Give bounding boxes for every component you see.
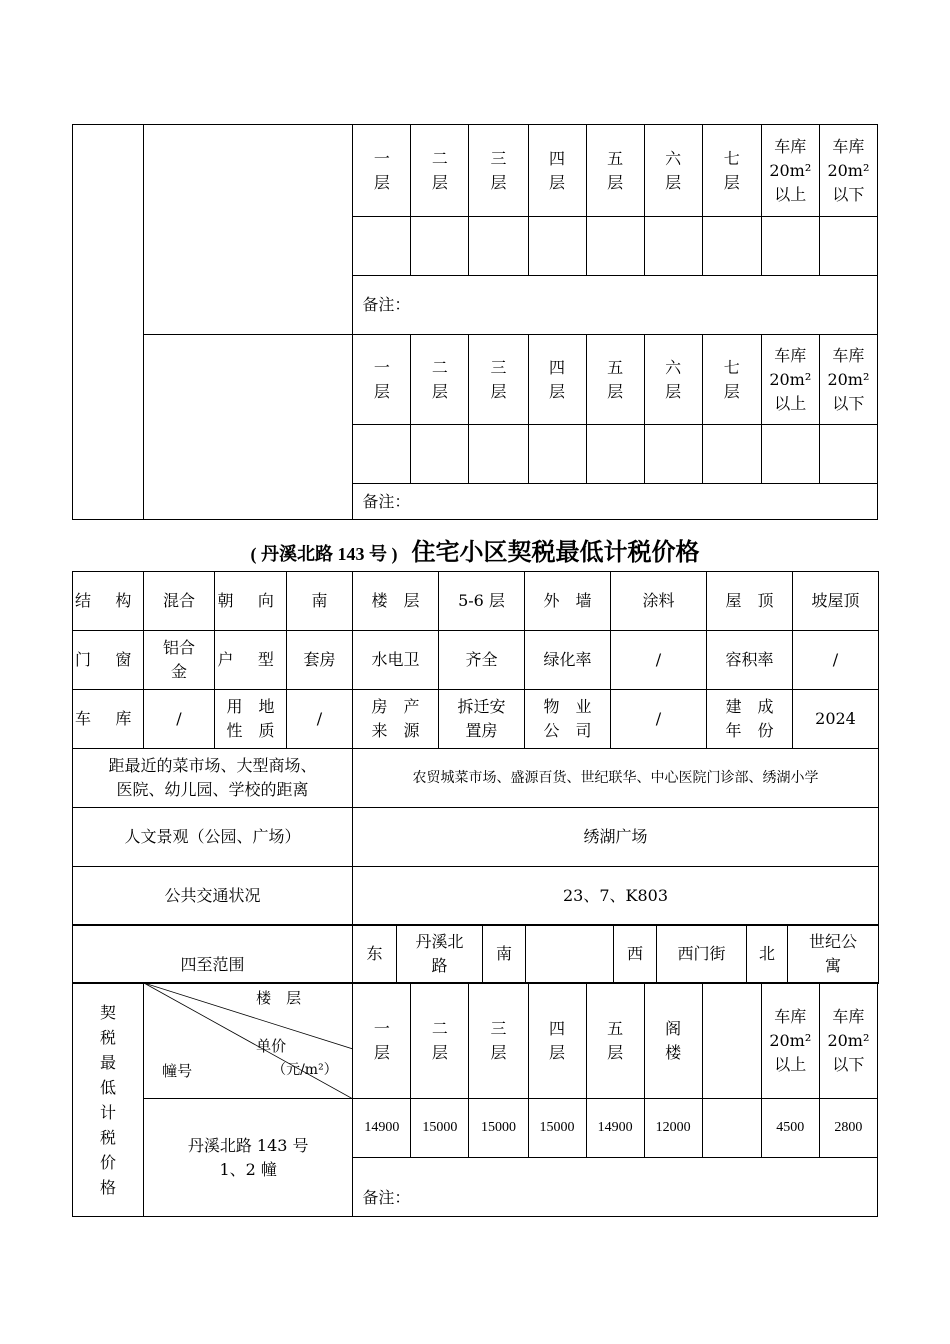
price-value: 15000 — [411, 1099, 469, 1158]
page-title — [0, 532, 950, 567]
diag-building-label: 幢号 — [162, 1062, 193, 1080]
price-cell — [819, 425, 877, 484]
transit-label: 公共交通状况 — [73, 867, 353, 926]
price-value: 12000 — [644, 1099, 702, 1158]
floor-header: 一 层 — [353, 983, 411, 1099]
price-cell — [644, 217, 702, 276]
distance-label: 距最近的菜市场、大型商场、 医院、幼儿园、学校的距离 — [73, 749, 353, 808]
main-title: 住宅小区契税最低计税价格 — [411, 538, 700, 566]
floor-header: 三 层 — [469, 335, 528, 425]
roof-value: 坡屋顶 — [793, 572, 879, 631]
garage-large-header: 车库 20m² 以上 — [761, 983, 819, 1099]
floor-header — [702, 983, 761, 1099]
diag-floor-label: 楼 层 — [256, 989, 302, 1007]
price-cell — [353, 425, 411, 484]
green-ratio-label: 绿化率 — [525, 631, 611, 690]
floor-header: 四 层 — [528, 335, 586, 425]
unit-type-value: 套房 — [287, 631, 353, 690]
floor-header: 六 层 — [644, 335, 702, 425]
plot-ratio-value: / — [793, 631, 879, 690]
price-cell — [528, 217, 586, 276]
garage-label: 车 库 — [73, 690, 144, 749]
price-value: 4500 — [761, 1099, 819, 1158]
source-label: 房 产 来 源 — [353, 690, 439, 749]
diagonal-header — [144, 983, 353, 1099]
note-label: 备注： — [353, 484, 878, 520]
price-cell — [469, 217, 528, 276]
green-ratio-value: / — [611, 631, 707, 690]
north-label: 北 — [747, 925, 788, 984]
floor-header: 一 层 — [353, 125, 411, 217]
price-value: 15000 — [469, 1099, 528, 1158]
landscape-value: 绣湖广场 — [353, 808, 879, 867]
floor-header: 六 层 — [644, 125, 702, 217]
price-cell — [469, 425, 528, 484]
price-cell — [411, 217, 469, 276]
price-cell — [644, 425, 702, 484]
transit-value: 23、7、K803 — [353, 867, 879, 926]
previous-price-table — [72, 124, 878, 520]
source-value: 拆迁安 置房 — [439, 690, 525, 749]
price-cell — [586, 217, 644, 276]
floors-value: 5-6 层 — [439, 572, 525, 631]
wall-value: 涂料 — [611, 572, 707, 631]
structure-label: 结 构 — [73, 572, 144, 631]
north-value: 世纪公 寓 — [788, 925, 879, 984]
price-value — [702, 1099, 761, 1158]
price-value: 14900 — [353, 1099, 411, 1158]
orientation-label: 朝 向 — [215, 572, 287, 631]
address-subtitle: ( 丹溪北路 143 号 ) — [250, 544, 398, 564]
property-mgmt-value: / — [611, 690, 707, 749]
floor-header: 七 层 — [702, 335, 761, 425]
price-cell — [411, 425, 469, 484]
diag-unit-label: 单价 — [256, 1037, 287, 1055]
blank-building-cell — [144, 335, 353, 520]
plot-ratio-label: 容积率 — [707, 631, 793, 690]
price-cell — [702, 217, 761, 276]
floor-header: 一 层 — [353, 335, 411, 425]
floor-header: 三 层 — [469, 125, 528, 217]
boundaries-label: 四至范围 — [73, 925, 353, 984]
garage-small-header: 车库 20m² 以下 — [819, 335, 877, 425]
utilities-value: 齐全 — [439, 631, 525, 690]
property-info-table — [72, 571, 879, 926]
building-name: 丹溪北路 143 号 1、2 幢 — [144, 1099, 353, 1217]
floor-header: 二 层 — [411, 983, 469, 1099]
price-cell — [819, 217, 877, 276]
garage-small-header: 车库 20m² 以下 — [819, 983, 877, 1099]
east-value: 丹溪北 路 — [397, 925, 483, 984]
price-cell — [761, 217, 819, 276]
blank-side-cell — [73, 125, 144, 520]
price-cell — [761, 425, 819, 484]
property-mgmt-label: 物 业 公 司 — [525, 690, 611, 749]
price-cell — [702, 425, 761, 484]
price-value: 14900 — [586, 1099, 644, 1158]
floor-header: 五 层 — [586, 983, 644, 1099]
east-label: 东 — [353, 925, 397, 984]
blank-building-cell — [144, 125, 353, 335]
window-value: 铝合 金 — [144, 631, 215, 690]
floor-header: 四 层 — [528, 125, 586, 217]
floor-header: 七 层 — [702, 125, 761, 217]
utilities-label: 水电卫 — [353, 631, 439, 690]
floor-header: 四 层 — [528, 983, 586, 1099]
min-tax-price-table — [72, 982, 878, 1217]
floor-header: 五 层 — [586, 335, 644, 425]
wall-label: 外 墙 — [525, 572, 611, 631]
land-use-value: / — [287, 690, 353, 749]
price-cell — [528, 425, 586, 484]
price-value: 2800 — [819, 1099, 877, 1158]
south-value — [526, 925, 614, 984]
attic-header: 阁 楼 — [644, 983, 702, 1099]
landscape-label: 人文景观（公园、广场） — [73, 808, 353, 867]
boundaries-table — [72, 924, 879, 984]
built-year-value: 2024 — [793, 690, 879, 749]
garage-value: / — [144, 690, 215, 749]
floors-label: 楼 层 — [353, 572, 439, 631]
note-label: 备注： — [353, 1158, 878, 1217]
floor-header: 五 层 — [586, 125, 644, 217]
floor-header: 三 层 — [469, 983, 528, 1099]
garage-large-header: 车库 20m² 以上 — [761, 125, 819, 217]
structure-value: 混合 — [144, 572, 215, 631]
built-year-label: 建 成 年 份 — [707, 690, 793, 749]
diag-unit-suffix: （元/m²） — [272, 1062, 338, 1078]
land-use-label: 用 地 性 质 — [215, 690, 287, 749]
distance-value: 农贸城菜市场、盛源百货、世纪联华、中心医院门诊部、绣湖小学 — [353, 749, 879, 808]
west-label: 西 — [614, 925, 657, 984]
garage-large-header: 车库 20m² 以上 — [761, 335, 819, 425]
diagonal-lines — [144, 983, 353, 1099]
min-tax-price-label: 契 税 最 低 计 税 价 格 — [73, 983, 144, 1217]
west-value: 西门街 — [657, 925, 747, 984]
roof-label: 屋 顶 — [707, 572, 793, 631]
price-value: 15000 — [528, 1099, 586, 1158]
unit-type-label: 户 型 — [215, 631, 287, 690]
garage-small-header: 车库 20m² 以下 — [819, 125, 877, 217]
floor-header: 二 层 — [411, 125, 469, 217]
note-label: 备注： — [353, 276, 878, 335]
price-cell — [586, 425, 644, 484]
price-cell — [353, 217, 411, 276]
orientation-value: 南 — [287, 572, 353, 631]
floor-header: 二 层 — [411, 335, 469, 425]
south-label: 南 — [483, 925, 526, 984]
window-label: 门 窗 — [73, 631, 144, 690]
